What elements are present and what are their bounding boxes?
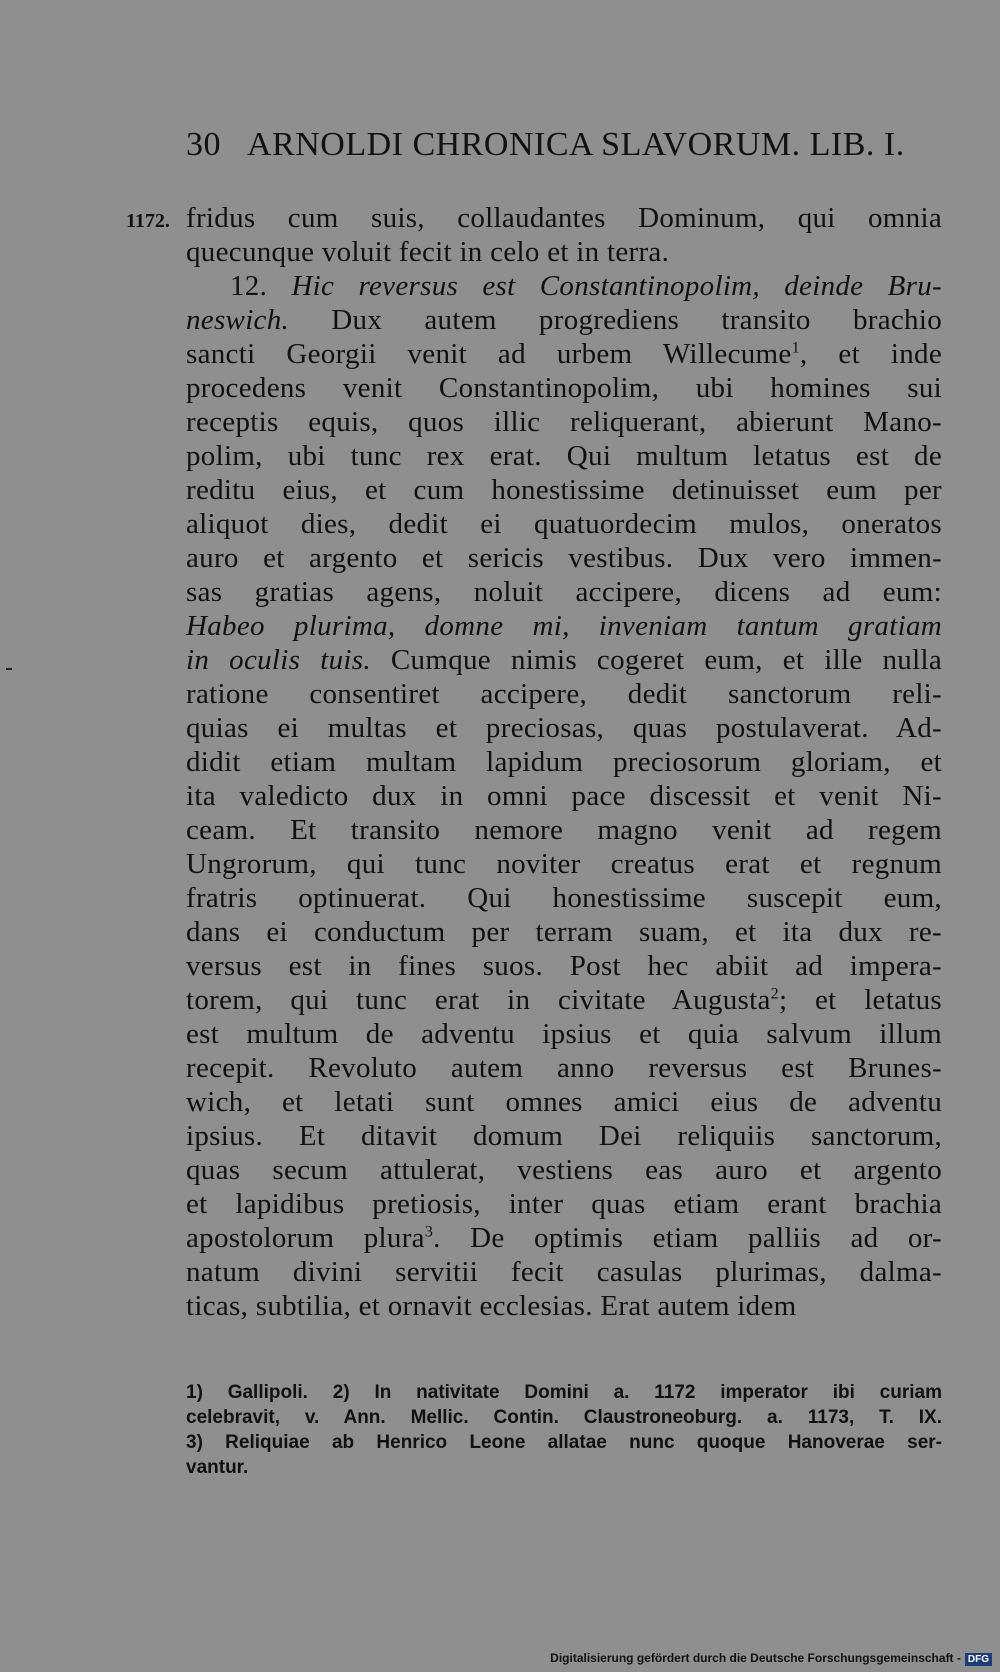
text-run: auro et argento et sericis vestibus. Dux vero immen- [186, 542, 942, 574]
text-line [186, 201, 942, 235]
text-run: 12. [230, 270, 292, 302]
text-run: et lapidibus pretiosis, inter quas etiam erant brachia [186, 1188, 942, 1220]
text-run: quias ei multas et preciosas, quas postulaverat. Ad- [186, 712, 942, 744]
text-run: quecunque voluit fecit in celo et in terra. [186, 236, 670, 268]
text-line [186, 439, 942, 473]
text-run: est multum de adventu ipsius et quia salvum illum [186, 1018, 942, 1050]
text-run: ticas, subtilia, et ornavit ecclesias. Erat autem idem [186, 1290, 797, 1322]
footnote-line: 3) Reliquiae ab Henrico Leone allatae nunc quoque Hanoverae ser- [186, 1432, 942, 1453]
text-run: reditu eius, et cum honestissime detinuisset eum per [186, 474, 942, 506]
text-run: torem, qui tunc erat in civitate Augusta [186, 984, 771, 1016]
text-run: ipsius. Et ditavit domum Dei reliquiis sanctorum, [186, 1120, 942, 1152]
text-run: ; et letatus [778, 984, 942, 1016]
text-run: Hic reversus est Constantinopolim, deinde Bru- [291, 270, 942, 302]
text-run: aliquot dies, dedit ei quatuordecim mulos, oneratos [186, 508, 942, 540]
text-line [186, 541, 942, 575]
footnote-line: 1) Gallipoli. 2) In nativitate Domini a. 1172 imperator ibi curiam [186, 1382, 942, 1403]
dfg-logo: DFG [965, 1653, 992, 1666]
text-line [186, 813, 942, 847]
text-run: fridus cum suis, collaudantes Dominum, qui omnia [186, 202, 942, 234]
text-run: ceam. Et transito nemore magno venit ad regem [186, 814, 942, 846]
footnotes [186, 1380, 942, 1480]
text-line [186, 1017, 942, 1051]
text-run: dans ei conductum per terram suam, et ita dux re- [186, 916, 942, 948]
body-text [186, 201, 942, 1323]
margin-year-note: 1172. [126, 210, 170, 232]
text-run: Habeo plurima, domne mi, inveniam tantum gratiam [186, 610, 942, 642]
text-run: apostolorum plura [186, 1222, 425, 1254]
text-run: quas secum attulerat, vestiens eas auro et argento [186, 1154, 942, 1186]
text-line [186, 473, 942, 507]
text-run: fratris optinuerat. Qui honestissime suscepit eum, [186, 882, 942, 914]
text-line [186, 235, 942, 269]
text-run: wich, et letati sunt omnes amici eius de adventu [186, 1086, 942, 1118]
text-line [186, 1221, 942, 1255]
footnote-line: vantur. [186, 1457, 249, 1478]
text-line [186, 949, 942, 983]
text-run: sas gratias agens, noluit accipere, dicens ad eum: [186, 576, 942, 608]
text-line [186, 881, 942, 915]
text-line [186, 677, 942, 711]
text-line [186, 915, 942, 949]
text-line [186, 847, 942, 881]
text-run: . De optimis etiam palliis ad or- [433, 1222, 943, 1254]
text-run: natum divini servitii fecit casulas plurimas, dalma- [186, 1256, 942, 1288]
text-line [186, 745, 942, 779]
text-line [186, 269, 942, 303]
page-header [186, 126, 916, 164]
text-run: in oculis tuis. [186, 644, 371, 676]
text-run: receptis equis, quos illic reliquerant, abierunt Mano- [186, 406, 942, 438]
text-run: polim, ubi tunc rex erat. Qui multum letatus est de [186, 440, 942, 472]
text-line [186, 711, 942, 745]
text-run: neswich. [186, 304, 290, 336]
text-line [186, 643, 942, 677]
text-line [186, 1289, 942, 1323]
text-line [186, 1085, 942, 1119]
footnote-ref: 1 [791, 339, 800, 357]
text-line [186, 337, 942, 371]
text-run: Dux autem progrediens transito brachio [289, 304, 942, 336]
text-run: , et inde [799, 338, 942, 370]
text-run: procedens venit Constantinopolim, ubi homines sui [186, 372, 942, 404]
text-run: recepit. Revoluto autem anno reversus est Brunes- [186, 1052, 942, 1084]
text-line [186, 303, 942, 337]
text-line [186, 1119, 942, 1153]
text-run: Cumque nimis cogeret eum, et ille nulla [370, 644, 942, 676]
text-line [186, 1255, 942, 1289]
text-run: Ungrorum, qui tunc noviter creatus erat et regnum [186, 848, 942, 880]
text-line [186, 405, 942, 439]
text-line [186, 1051, 942, 1085]
footnote-line: celebravit, v. Ann. Mellic. Contin. Claustroneoburg. a. 1173, T. IX. [186, 1407, 942, 1428]
running-title: ARNOLDI CHRONICA SLAVORUM. LIB. I. [247, 126, 905, 163]
text-line [186, 779, 942, 813]
text-line [186, 983, 942, 1017]
footnote-ref: 2 [770, 985, 779, 1003]
margin-mark [6, 668, 12, 670]
page-number: 30 [186, 126, 221, 163]
text-run: ita valedicto dux in omni pace discessit et venit Ni- [186, 780, 942, 812]
text-line [186, 507, 942, 541]
text-run: versus est in fines suos. Post hec abiit ad impera- [186, 950, 942, 982]
text-line [186, 1153, 942, 1187]
footnote-ref: 3 [424, 1223, 434, 1241]
credit-text: Digitalisierung gefördert durch die Deutsche Forschungsgemeinschaft - [550, 1651, 961, 1665]
text-line [186, 609, 942, 643]
text-run: ratione consentiret accipere, dedit sanctorum reli- [186, 678, 942, 710]
digitization-credit [550, 1651, 992, 1666]
text-run: didit etiam multam lapidum preciosorum gloriam, et [186, 746, 942, 778]
text-run: sancti Georgii venit ad urbem Willecume [186, 338, 792, 370]
text-line [186, 1187, 942, 1221]
text-line [186, 575, 942, 609]
text-line [186, 371, 942, 405]
